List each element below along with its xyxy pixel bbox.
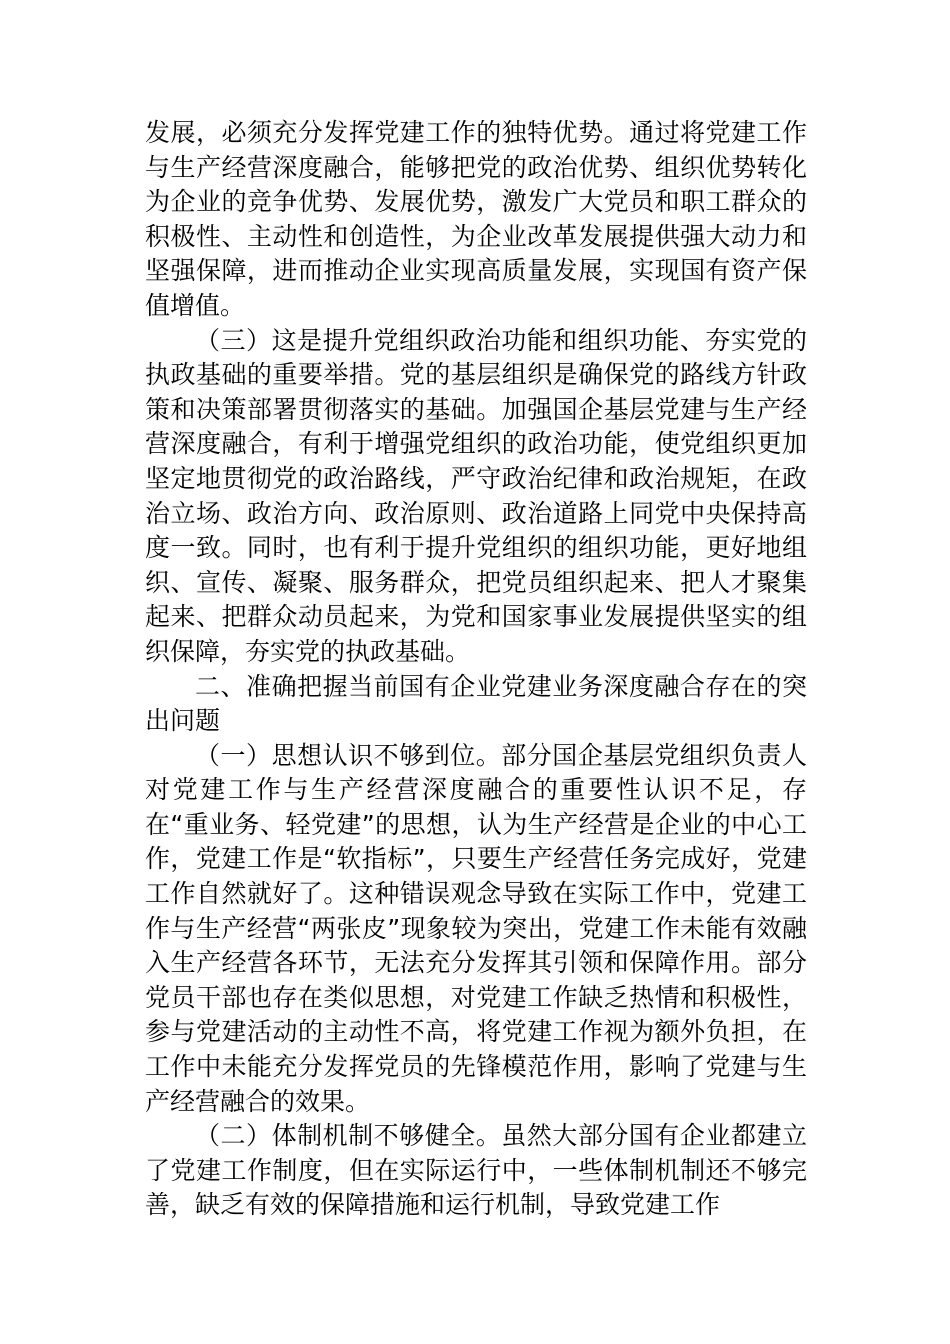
paragraph-continuation: 发展，必须充分发挥党建工作的独特优势。通过将党建工作与生产经营深度融合，能够把党的政治优势、组织优势转化为企业的竞争优势、发展优势，激发广大党员和职工群众的积极性、主动性和创造性，为企业改革发展提供强大动力和坚强保障，进而推动企业实现高质量发展，实现国有资产保值增值。 bbox=[145, 118, 807, 320]
section-heading-2: 二、准确把握当前国有企业党建业务深度融合存在的突出问题 bbox=[145, 671, 807, 736]
paragraph-problem-1: （一）思想认识不够到位。部分国企基层党组织负责人对党建工作与生产经营深度融合的重要性认识不足，存在“重业务、轻党建”的思想，认为生产经营是企业的中心工作，党建工作是“软指标”，只要生产经营任务完成好，党建工作自然就好了。这种错误观念导致在实际工作中，党建工作与生产经营“两张皮”现象较为突出，党建工作未能有效融入生产经营各环节，无法充分发挥其引领和保障作用。部分党员干部也存在类似思想，对党建工作缺乏热情和积极性，参与党建活动的主动性不高，将党建工作视为额外负担，在工作中未能充分发挥党员的先锋模范作用，影响了党建与生产经营融合的效果。 bbox=[145, 740, 807, 1116]
paragraph-section-3: （三）这是提升党组织政治功能和组织功能、夯实党的执政基础的重要举措。党的基层组织是确保党的路线方针政策和决策部署贯彻落实的基础。加强国企基层党建与生产经营深度融合，有利于增强党组织的政治功能，使党组织更加坚定地贯彻党的政治路线，严守政治纪律和政治规矩，在政治立场、政治方向、政治原则、政治道路上同党中央保持高度一致。同时，也有利于提升党组织的组织功能，更好地组织、宣传、凝聚、服务群众，把党员组织起来、把人才聚集起来、把群众动员起来，为党和国家事业发展提供坚实的组织保障，夯实党的执政基础。 bbox=[145, 325, 807, 666]
paragraph-problem-2: （二）体制机制不够健全。虽然大部分国有企业都建立了党建工作制度，但在实际运行中，一些体制机制还不够完善，缺乏有效的保障措施和运行机制，导致党建工作 bbox=[145, 1121, 807, 1220]
document-body bbox=[145, 116, 807, 1223]
